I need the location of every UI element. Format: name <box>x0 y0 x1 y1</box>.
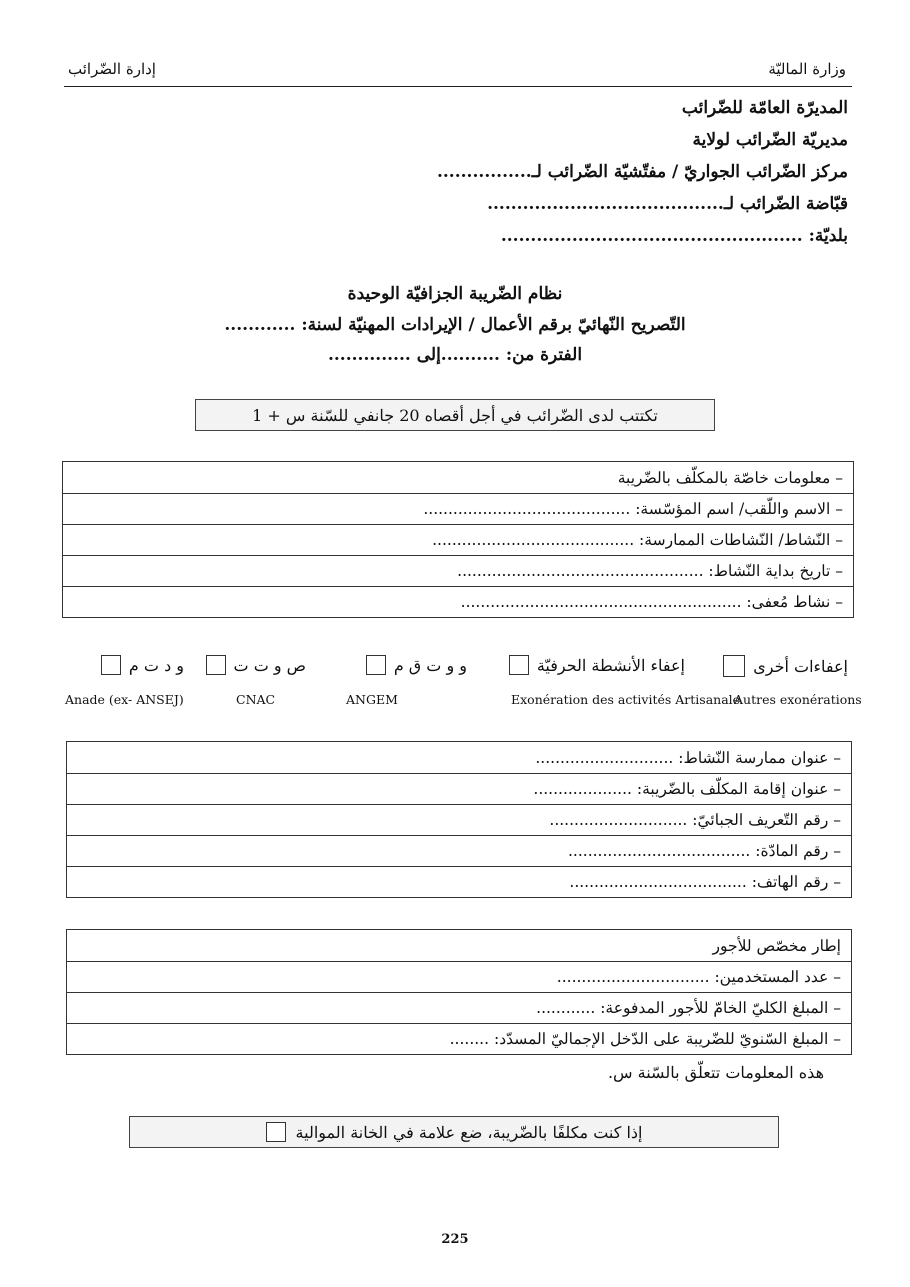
article-number-field[interactable]: – رقم المادّة: ..................................... <box>67 836 852 867</box>
residence-address-field[interactable]: – عنوان إقامة المكلّف بالضّريبة: .................... <box>67 774 852 805</box>
exemption-artisanal[interactable] <box>509 655 685 675</box>
admin-tax-office: قبّاضة الضّرائب لـ........................................ <box>487 194 848 214</box>
exemption-cnac-label: ص و ت ت <box>233 655 306 675</box>
admin-wilaya-directorate: مديريّة الضّرائب لولاية <box>692 130 848 150</box>
gross-wages-field[interactable]: – المبلغ الكليّ الخامّ للأجور المدفوعة: ............ <box>67 993 852 1024</box>
taxpayer-info-heading: – معلومات خاصّة بالمكلّف بالضّريبة <box>63 462 854 494</box>
employee-count-field[interactable]: – عدد المستخدمين: ............................... <box>67 962 852 993</box>
exemption-other-label: إعفاءات أخرى <box>753 656 848 676</box>
deadline-notice-text: تكتتب لدى الضّرائب في أجل أقصاه 20 جانفي للسّنة س + 1 <box>252 405 658 425</box>
exemption-anade[interactable] <box>101 655 184 675</box>
exemption-angem[interactable] <box>366 655 467 675</box>
tax-id-field[interactable]: – رقم التّعريف الجبائيّ: ............................ <box>67 805 852 836</box>
taxpayer-activity-field[interactable]: – النّشاط/ النّشاطات الممارسة: ......................................... <box>63 525 854 556</box>
phone-number-field[interactable]: – رقم الهاتف: .................................... <box>67 867 852 898</box>
exempt-activity-field[interactable]: – نشاط مُعفى: ......................................................... <box>63 587 854 618</box>
exemption-cnac[interactable] <box>206 655 306 675</box>
exemption-artisanal-checkbox[interactable] <box>509 655 529 675</box>
taxpayer-info-table <box>62 461 854 618</box>
taxpayer-check-label: إذا كنت مكلفًا بالضّريبة، ضع علامة في الخانة الموالية <box>295 1122 643 1142</box>
exemption-other-checkbox[interactable] <box>723 655 745 677</box>
taxpayer-name-field[interactable]: – الاسم واللّقب/ اسم المؤسّسة: .......................................... <box>63 494 854 525</box>
taxpayer-check-box <box>129 1116 779 1148</box>
exemption-other-fr: Autres exonérations <box>734 692 862 707</box>
wages-frame-table <box>66 929 852 1055</box>
admin-municipality: بلديّة: ................................................... <box>500 226 848 246</box>
activity-address-field[interactable]: – عنوان ممارسة النّشاط: ............................ <box>67 742 852 774</box>
exemption-angem-checkbox[interactable] <box>366 655 386 675</box>
address-info-table <box>66 741 852 898</box>
exemption-cnac-checkbox[interactable] <box>206 655 226 675</box>
exemption-angem-fr: ANGEM <box>346 692 398 707</box>
exemption-artisanal-label: إعفاء الأنشطة الحرفيّة <box>536 655 685 675</box>
exemption-other[interactable] <box>723 655 848 677</box>
exemption-anade-checkbox[interactable] <box>101 655 121 675</box>
wages-year-note: هذه المعلومات تتعلّق بالسّنة س. <box>607 1063 824 1082</box>
admin-tax-center: مركز الضّرائب الجواريّ / مفتّشيّة الضّرائب لـ................ <box>436 162 848 182</box>
header-divider <box>64 86 852 87</box>
deadline-notice-box <box>195 399 715 431</box>
exemption-angem-label: و و ت ق م <box>393 655 467 675</box>
declaration-title: التّصريح النّهائيّ برقم الأعمال / الإيرادات المهنيّة لسنة: ............ <box>224 315 686 335</box>
regime-title: نظام الضّريبة الجزافيّة الوحيدة <box>347 284 563 304</box>
ministry-label: وزارة الماليّة <box>768 60 846 78</box>
income-tax-paid-field[interactable]: – المبلغ السّنويّ للضّريبة على الدّخل الإجماليّ المسدّد: ........ <box>67 1024 852 1055</box>
exemption-anade-label: و د ت م <box>128 655 184 675</box>
admin-general-directorate: المديرّة العامّة للضّرائب <box>681 98 848 118</box>
exemption-artisanal-fr: Exonération des activités Artisanale <box>511 692 741 707</box>
exemption-cnac-fr: CNAC <box>236 692 276 707</box>
period-line: الفترة من: ..........إلى .............. <box>327 345 583 365</box>
exemption-anade-fr: Anade (ex- ANSEJ) <box>65 692 184 707</box>
administration-label: إدارة الضّرائب <box>68 60 156 78</box>
page-number: 225 <box>441 1232 469 1247</box>
wages-frame-heading: إطار مخصّص للأجور <box>67 930 852 962</box>
activity-start-date-field[interactable]: – تاريخ بداية النّشاط: .................................................. <box>63 556 854 587</box>
taxpayer-checkbox[interactable] <box>266 1122 286 1142</box>
